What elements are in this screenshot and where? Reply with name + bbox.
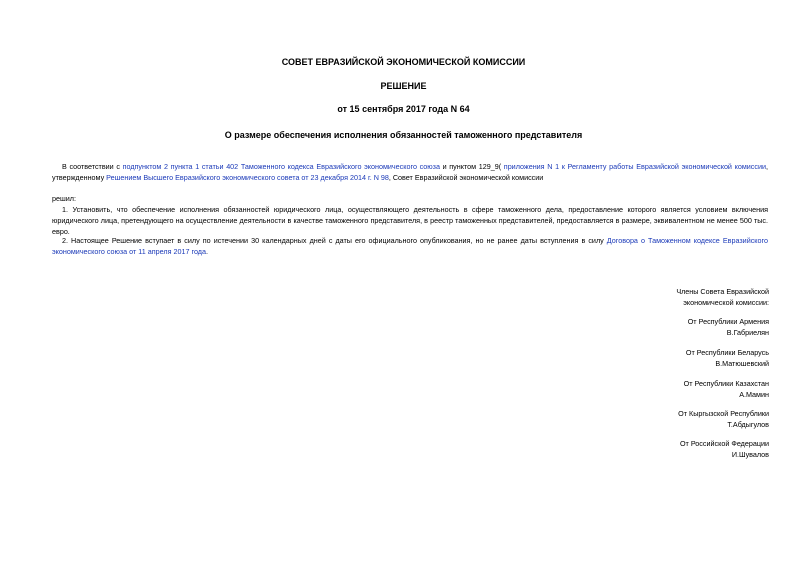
signatures-heading — [569, 286, 769, 308]
signature-block — [569, 316, 769, 338]
signature-country: От Российской Федерации — [679, 439, 769, 448]
signature-country: От Республики Казахстан — [683, 379, 769, 388]
signature-block — [569, 438, 769, 460]
signature-block — [569, 347, 769, 369]
link-high-council-decision[interactable]: Решением Высшего Евразийского экономического совета от 23 декабря 2014 г. N 98 — [106, 173, 389, 182]
signatures-heading-line-2: экономической комиссии: — [683, 298, 769, 307]
item-2-text-1: 2. Настоящее Решение вступает в силу по истечении 30 календарных дней с даты его официального опубликования, но не ранее даты вступления в силу — [62, 236, 607, 245]
date-number-heading: от 15 сентября 2017 года N 64 — [337, 104, 470, 114]
signature-country: От Республики Беларусь — [685, 348, 769, 357]
preamble-text-3: , утвержденному — [52, 162, 768, 182]
preamble-text-1: В соответствии с — [62, 162, 123, 171]
doc-type-heading: РЕШЕНИЕ — [380, 81, 427, 91]
signature-name: Т.Абдыгулов — [727, 420, 769, 429]
signature-block — [569, 378, 769, 400]
signature-name: В.Матюшевский — [715, 359, 769, 368]
item-2-paragraph — [52, 235, 768, 257]
preamble-text-4: , Совет Евразийской экономической комиссии — [388, 173, 544, 182]
preamble-paragraph — [52, 161, 768, 183]
signature-country: От Республики Армения — [687, 317, 769, 326]
item-2-text-2: . — [205, 247, 208, 256]
signature-country: От Кыргызской Республики — [678, 409, 769, 418]
item-1-paragraph: 1. Установить, что обеспечение исполнения обязанностей юридического лица, осуществляющего деятельность в сфере таможенного дела, предоставление которого является условием включения юридического лица, претендующего на осуществление деятельности в качестве таможенного представителя, в реестр таможенных представителей, предоставляется в размере, эквивалентном не менее 500 тыс. евро. — [52, 205, 768, 236]
link-treaty-customs-code[interactable]: Договора о Таможенном кодексе Евразийского экономического союза от 11 апреля 2017 года — [52, 236, 768, 256]
preamble-text-2: и пунктом 129_9( — [439, 162, 504, 171]
signature-name: В.Габриелян — [726, 328, 769, 337]
signatures-heading-line-1: Члены Совета Евразийской — [676, 287, 769, 296]
signature-name: И.Шувалов — [731, 450, 769, 459]
decided-label: решил: — [52, 194, 76, 203]
link-reglament-annex[interactable]: приложения N 1 к Регламенту работы Евразийской экономической комиссии — [503, 162, 766, 171]
link-tk-article-402[interactable]: подпунктом 2 пункта 1 статьи 402 Таможенного кодекса Евразийского экономического союза — [122, 162, 440, 171]
signature-name: А.Мамин — [739, 390, 769, 399]
org-heading: СОВЕТ ЕВРАЗИЙСКОЙ ЭКОНОМИЧЕСКОЙ КОМИССИИ — [281, 57, 526, 67]
document-title: О размере обеспечения исполнения обязанностей таможенного представителя — [224, 130, 583, 140]
signature-block — [569, 408, 769, 430]
